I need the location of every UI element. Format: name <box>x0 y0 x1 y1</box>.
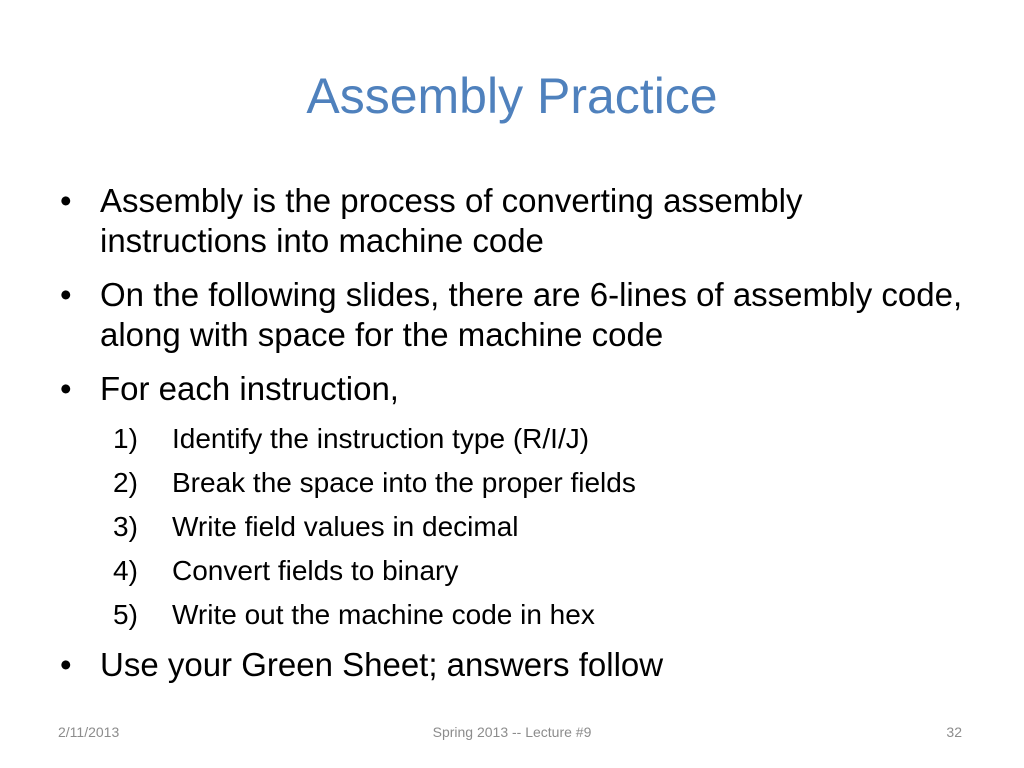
step-text: Break the space into the proper fields <box>172 467 636 498</box>
bullet-icon: • <box>60 182 72 219</box>
bullet-item <box>58 369 978 409</box>
footer-lecture-label: Spring 2013 -- Lecture #9 <box>432 724 592 740</box>
numbered-step <box>58 505 978 549</box>
slide-content <box>58 181 978 699</box>
bullet-text: For each instruction, <box>100 370 399 407</box>
bullet-text: On the following slides, there are 6-lines of assembly code, along with space for the machine code <box>100 276 963 353</box>
step-text: Convert fields to binary <box>172 555 459 586</box>
numbered-step-list <box>58 417 978 637</box>
numbered-step <box>58 417 978 461</box>
footer-date: 2/11/2013 <box>58 724 120 740</box>
bullet-item <box>58 275 978 355</box>
step-text: Write field values in decimal <box>172 511 519 542</box>
step-number: 2) <box>113 467 138 498</box>
slide-title: Assembly Practice <box>306 68 718 124</box>
bullet-item <box>58 645 978 685</box>
bullet-item <box>58 181 978 261</box>
step-text: Write out the machine code in hex <box>172 599 595 630</box>
numbered-step <box>58 593 978 637</box>
numbered-step <box>58 461 978 505</box>
bullet-icon: • <box>60 646 72 683</box>
numbered-step <box>58 549 978 593</box>
step-number: 1) <box>113 423 138 454</box>
footer-page-number: 32 <box>946 724 962 740</box>
step-number: 5) <box>113 599 138 630</box>
bullet-icon: • <box>60 276 72 313</box>
bullet-text: Assembly is the process of converting assembly instructions into machine code <box>100 182 803 259</box>
bullet-icon: • <box>60 370 72 407</box>
step-number: 3) <box>113 511 138 542</box>
bullet-text: Use your Green Sheet; answers follow <box>100 646 664 683</box>
step-text: Identify the instruction type (R/I/J) <box>172 423 590 454</box>
step-number: 4) <box>113 555 138 586</box>
